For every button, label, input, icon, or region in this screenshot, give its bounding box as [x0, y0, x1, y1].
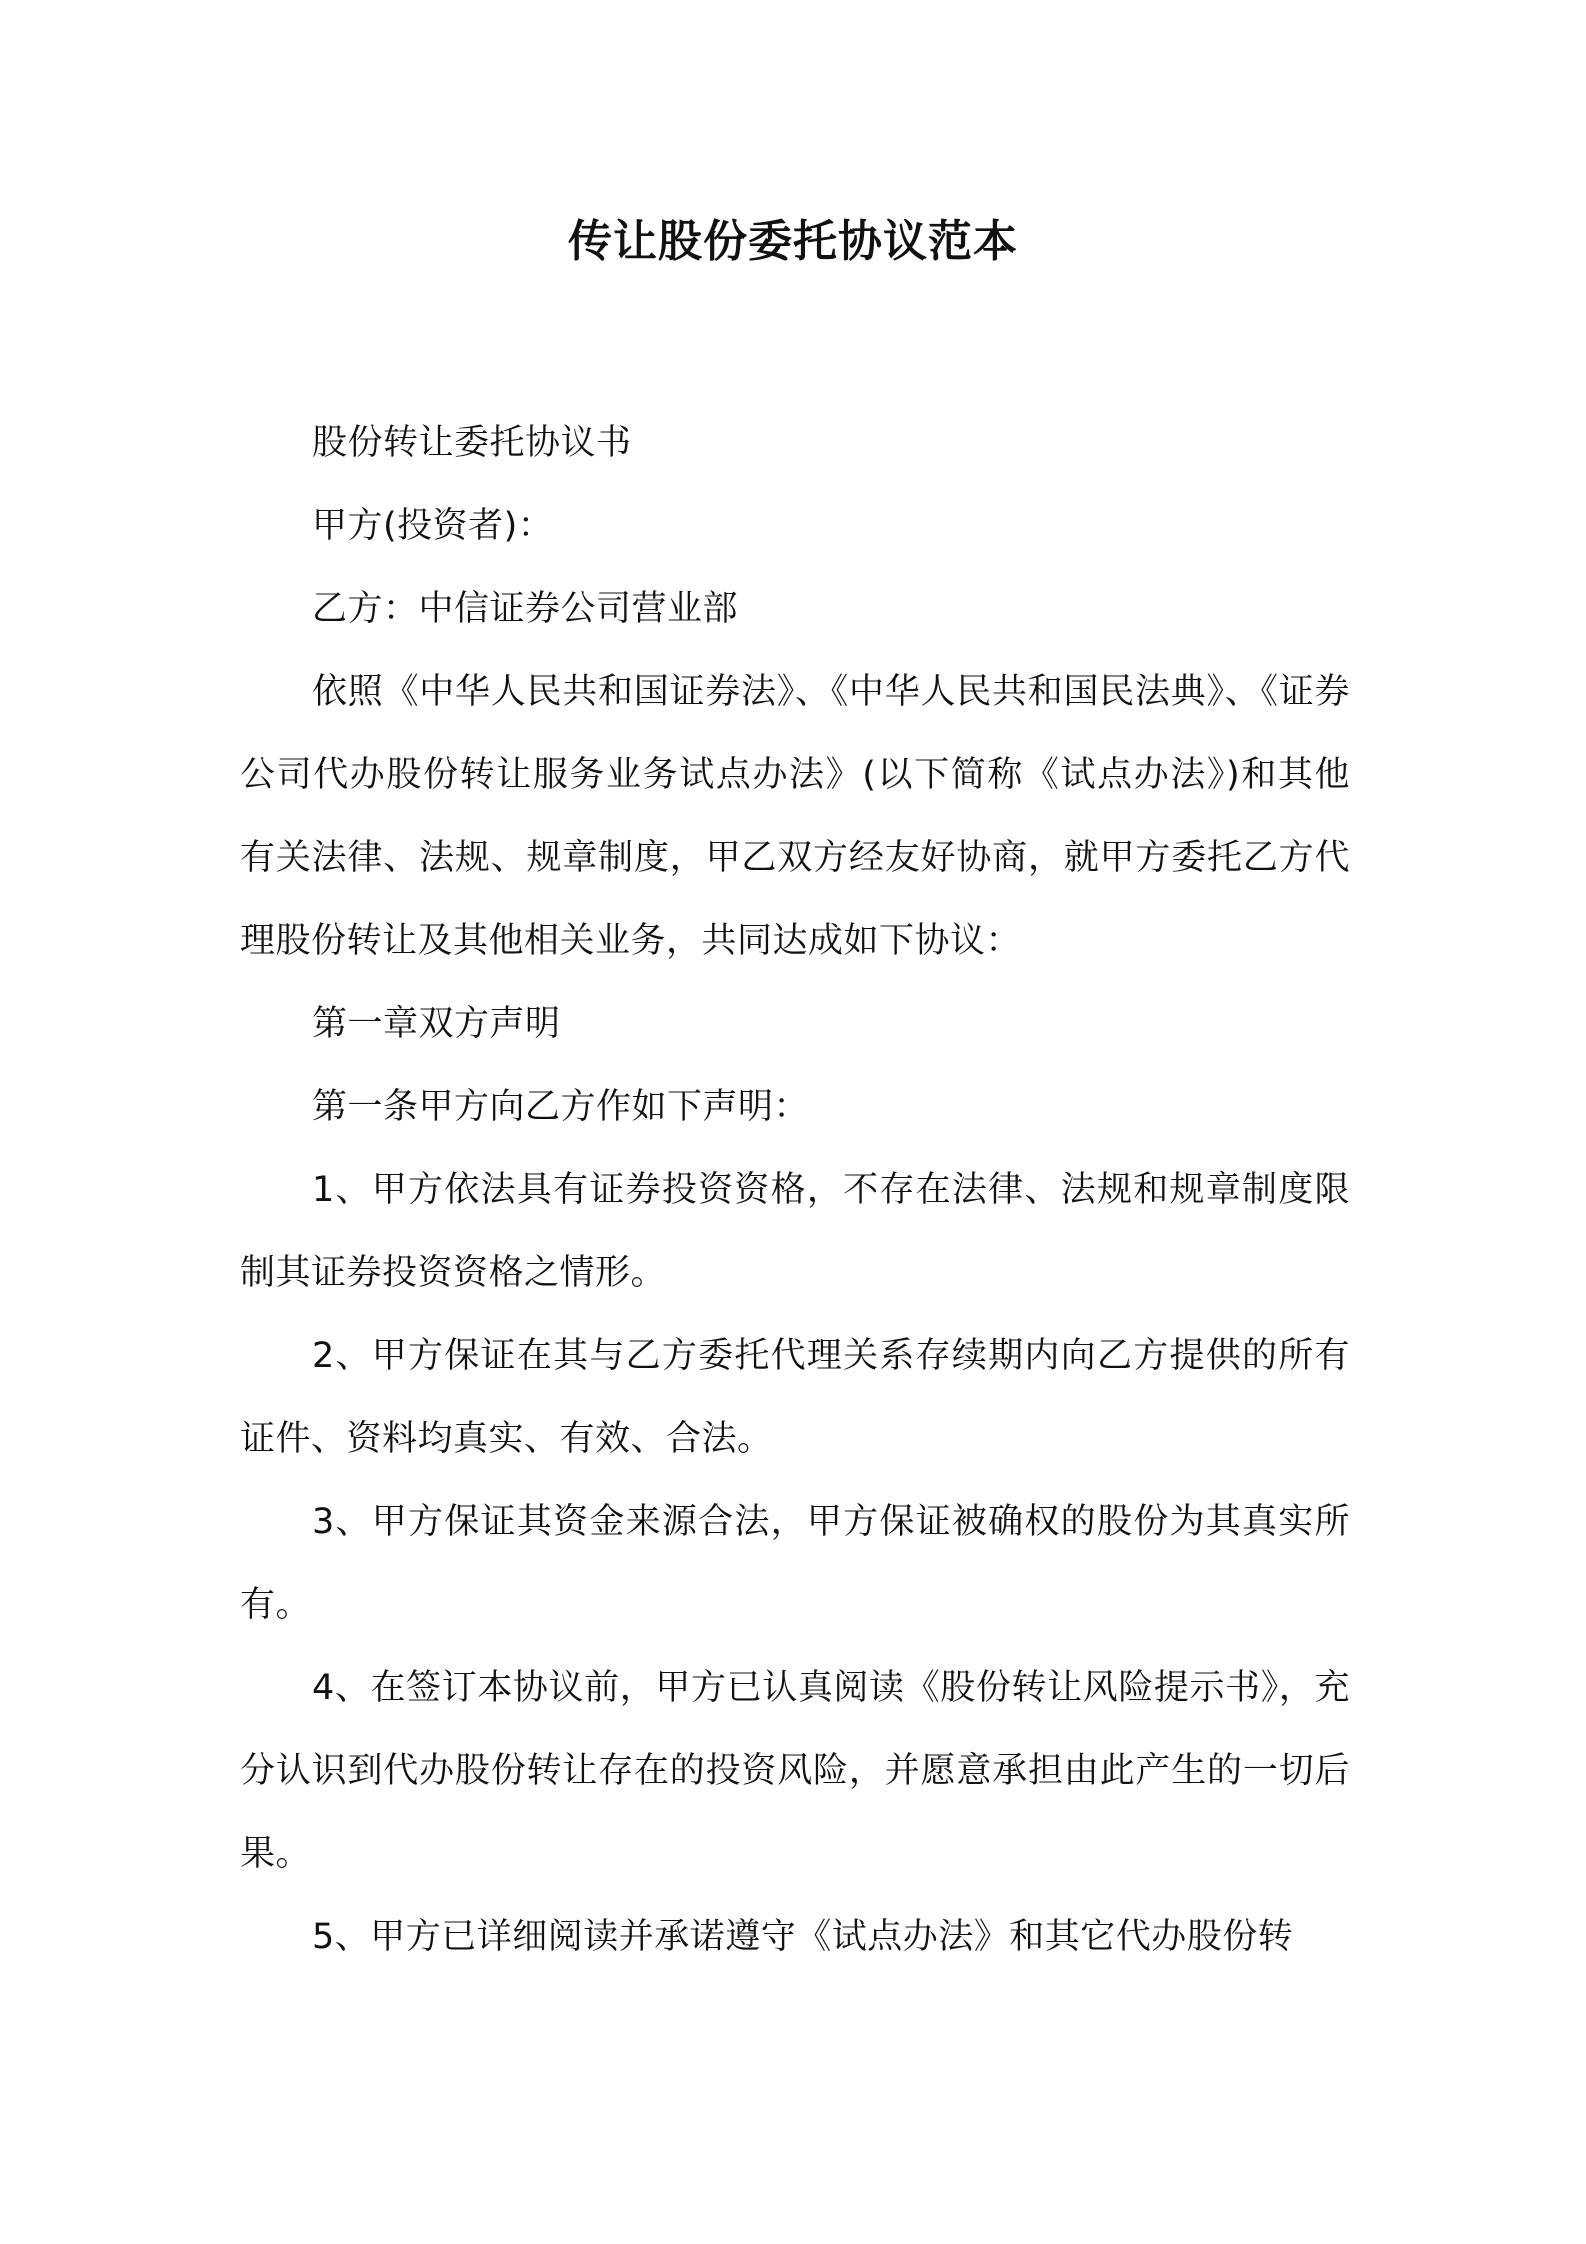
paragraph-item-4: 4、在签订本协议前，甲方已认真阅读《股份转让风险提示书》，充分认识到代办股份转让存在的投资风险，并愿意承担由此产生的一切后果。 [240, 1668, 1350, 1874]
document-body [240, 402, 1350, 1979]
paragraph-party-b: 乙方：中信证券公司营业部 [312, 589, 739, 629]
paragraph-item-5: 5、甲方已详细阅读并承诺遵守《试点办法》和其它代办股份转 [312, 1917, 1294, 1957]
paragraph-preamble: 依照《中华人民共和国证券法》、《中华人民共和国民法典》、《证券公司代办股份转让服务业务试点办法》(以下简称《试点办法》)和其他有关法律、法规、规章制度，甲乙双方经友好协商，就甲方委托乙方代理股份转让及其他相关业务，共同达成如下协议： [240, 672, 1350, 961]
paragraph-item-1: 1、甲方依法具有证券投资资格，不存在法律、法规和规章制度限制其证券投资资格之情形。 [240, 1170, 1350, 1293]
paragraph-article-one: 第一条甲方向乙方作如下声明： [312, 1087, 810, 1127]
paragraph-party-a: 甲方(投资者)： [312, 506, 554, 546]
paragraph-chapter-one: 第一章双方声明 [312, 1004, 561, 1044]
paragraph-item-2: 2、甲方保证在其与乙方委托代理关系存续期内向乙方提供的所有证件、资料均真实、有效、合法。 [240, 1336, 1350, 1459]
paragraph-item-3: 3、甲方保证其资金来源合法，甲方保证被确权的股份为其真实所有。 [240, 1502, 1350, 1625]
paragraph-heading: 股份转让委托协议书 [312, 423, 632, 463]
document-title: 传让股份委托协议范本 [568, 216, 1018, 267]
